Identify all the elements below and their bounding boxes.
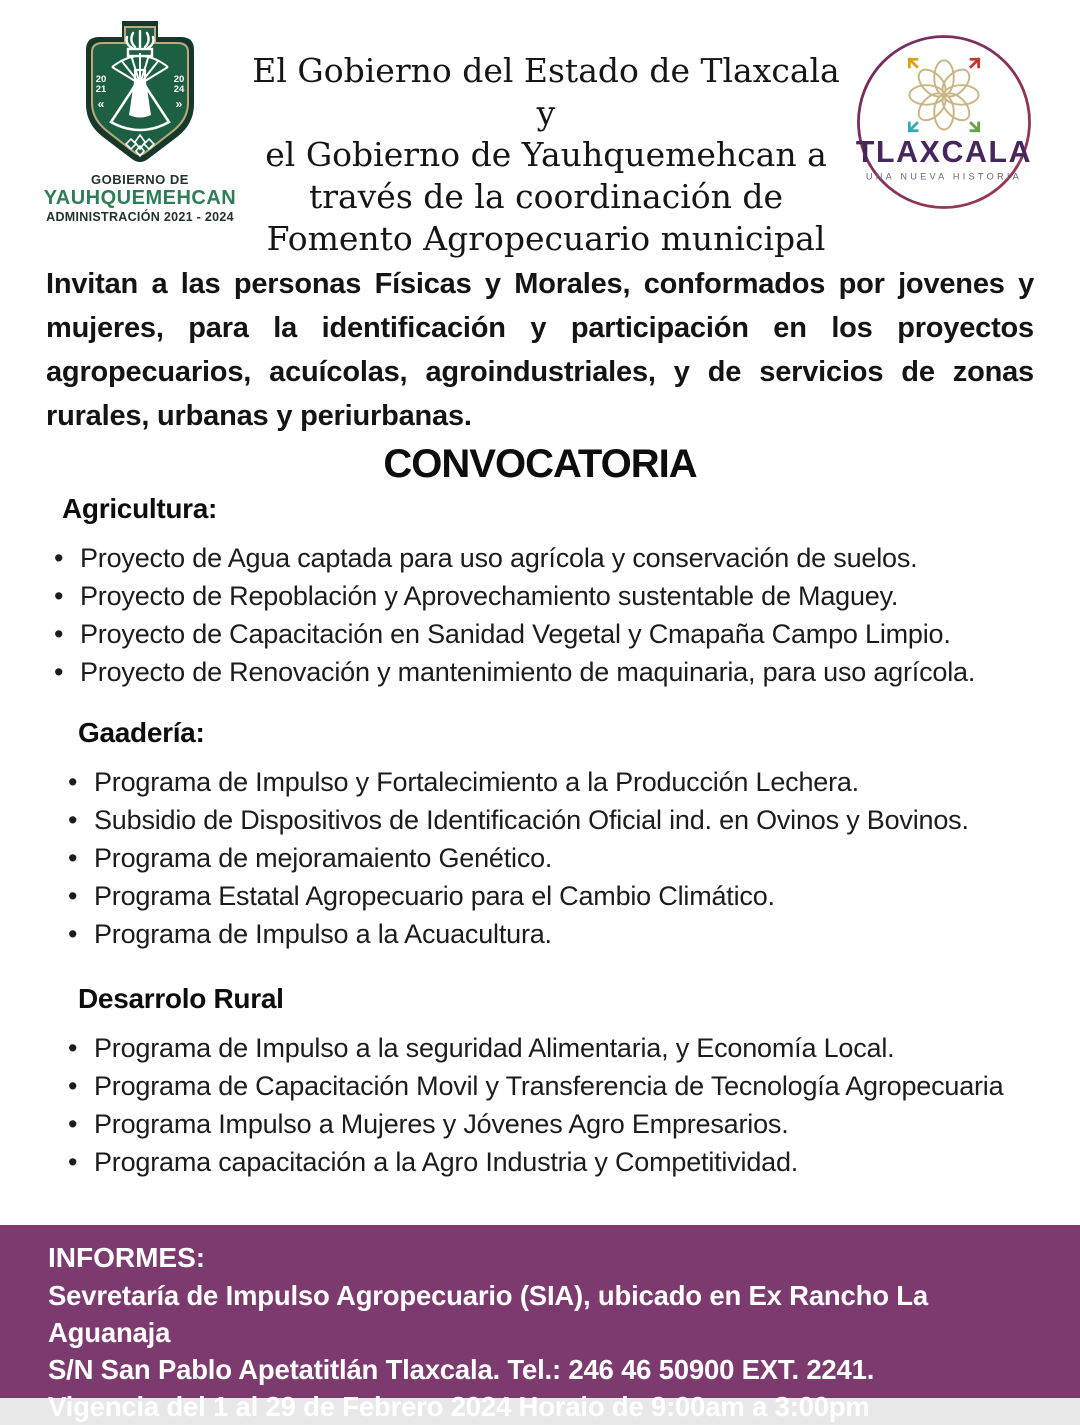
chevron-left-icon: « xyxy=(97,97,105,111)
list-item: • Programa Estatal Agropecuario para el Cambio Climático. xyxy=(46,877,1034,915)
section-title-ganaderia: Gaadería: xyxy=(78,717,205,748)
header xyxy=(0,0,1080,258)
yauhquemehcan-logo xyxy=(40,18,240,224)
org-line2: YAUHQUEMEHCAN xyxy=(43,187,237,209)
org-line3: ADMINISTRACIÓN 2021 - 2024 xyxy=(46,210,234,224)
header-title xyxy=(240,18,852,260)
tlaxcala-wordmark: TLAXCALA xyxy=(855,136,1033,170)
list-item: • Subsidio de Dispositivos de Identificación Oficial ind. en Ovinos y Bovinos. xyxy=(46,801,1034,839)
year-left-bottom: 21 xyxy=(95,84,107,95)
content xyxy=(0,262,1080,1181)
footer-line3: Vigencia del 1 al 29 de Febrero 2024 Horaio de 9:00am a 3:00pm xyxy=(48,1391,870,1422)
year-right-bottom: 24 xyxy=(173,84,185,95)
year-left-top: 20 xyxy=(95,74,107,85)
yauhquemehcan-shield-icon xyxy=(65,18,215,168)
section-title-agricultura: Agricultura: xyxy=(62,493,218,524)
year-right-top: 20 xyxy=(173,74,185,85)
footer-line1: Sevretaría de Impulso Agropecuario (SIA), ubicado en Ex Rancho La Aguanaja xyxy=(48,1280,928,1348)
list-item: • Programa de Capacitación Movil y Transferencia de Tecnología Agropecuaria xyxy=(46,1067,1034,1105)
header-title-line3: través de la coordinación de xyxy=(308,177,784,216)
header-title-line1: El Gobierno del Estado de Tlaxcala y xyxy=(252,51,840,132)
header-title-line2: el Gobierno de Yauhquemehcan a xyxy=(265,135,827,174)
list-item: • Programa de mejoramaiento Genético. xyxy=(46,839,1034,877)
main-heading: CONVOCATORIA xyxy=(383,442,697,486)
list-item: • Proyecto de Agua captada para uso agrícola y conservación de suelos. xyxy=(46,539,1034,577)
desarrollo-rural-list xyxy=(46,1029,1034,1181)
list-item: • Proyecto de Capacitación en Sanidad Vegetal y Cmapaña Campo Limpio. xyxy=(46,615,1034,653)
section-title-desarrollo-rural: Desarrolo Rural xyxy=(78,983,284,1014)
list-item: • Programa de Impulso a la Acuacultura. xyxy=(46,915,1034,953)
list-item: • Programa Impulso a Mujeres y Jóvenes Agro Empresarios. xyxy=(46,1105,1034,1143)
tlaxcala-logo xyxy=(852,18,1052,219)
footer-informes xyxy=(0,1225,1080,1422)
ganaderia-list xyxy=(46,763,1034,953)
list-item: • Programa de Impulso y Fortalecimiento a la Producción Lechera. xyxy=(46,763,1034,801)
tlaxcala-tagline: UNA NUEVA HISTORIA xyxy=(865,171,1023,182)
list-item: • Programa de Impulso a la seguridad Alimentaria, y Economía Local. xyxy=(46,1029,1034,1067)
agricultura-list xyxy=(46,539,1034,691)
tlaxcala-logo-icon xyxy=(852,30,1036,214)
list-item: • Proyecto de Repoblación y Aprovechamiento sustentable de Maguey. xyxy=(46,577,1034,615)
footer-heading: INFORMES: xyxy=(48,1242,206,1273)
list-item: • Programa capacitación a la Agro Industria y Competitividad. xyxy=(46,1143,1034,1181)
list-item: • Proyecto de Renovación y mantenimiento de maquinaria, para uso agrícola. xyxy=(46,653,1034,691)
header-title-line4: Fomento Agropecuario municipal xyxy=(266,219,826,258)
intro-paragraph: Invitan a las personas Físicas y Morales, conformados por jovenes y mujeres, para la identificación y participación en los proyectos agropecuarios, acuícolas, agroindustriales, y de servicios de zonas rurales, urbanas y periurbanas. xyxy=(46,268,1034,432)
org-line1: GOBIERNO DE xyxy=(91,172,189,187)
footer-line2: S/N San Pablo Apetatitlán Tlaxcala. Tel.: 246 46 50900 EXT. 2241. xyxy=(48,1354,875,1385)
chevron-right-icon: » xyxy=(175,97,183,111)
